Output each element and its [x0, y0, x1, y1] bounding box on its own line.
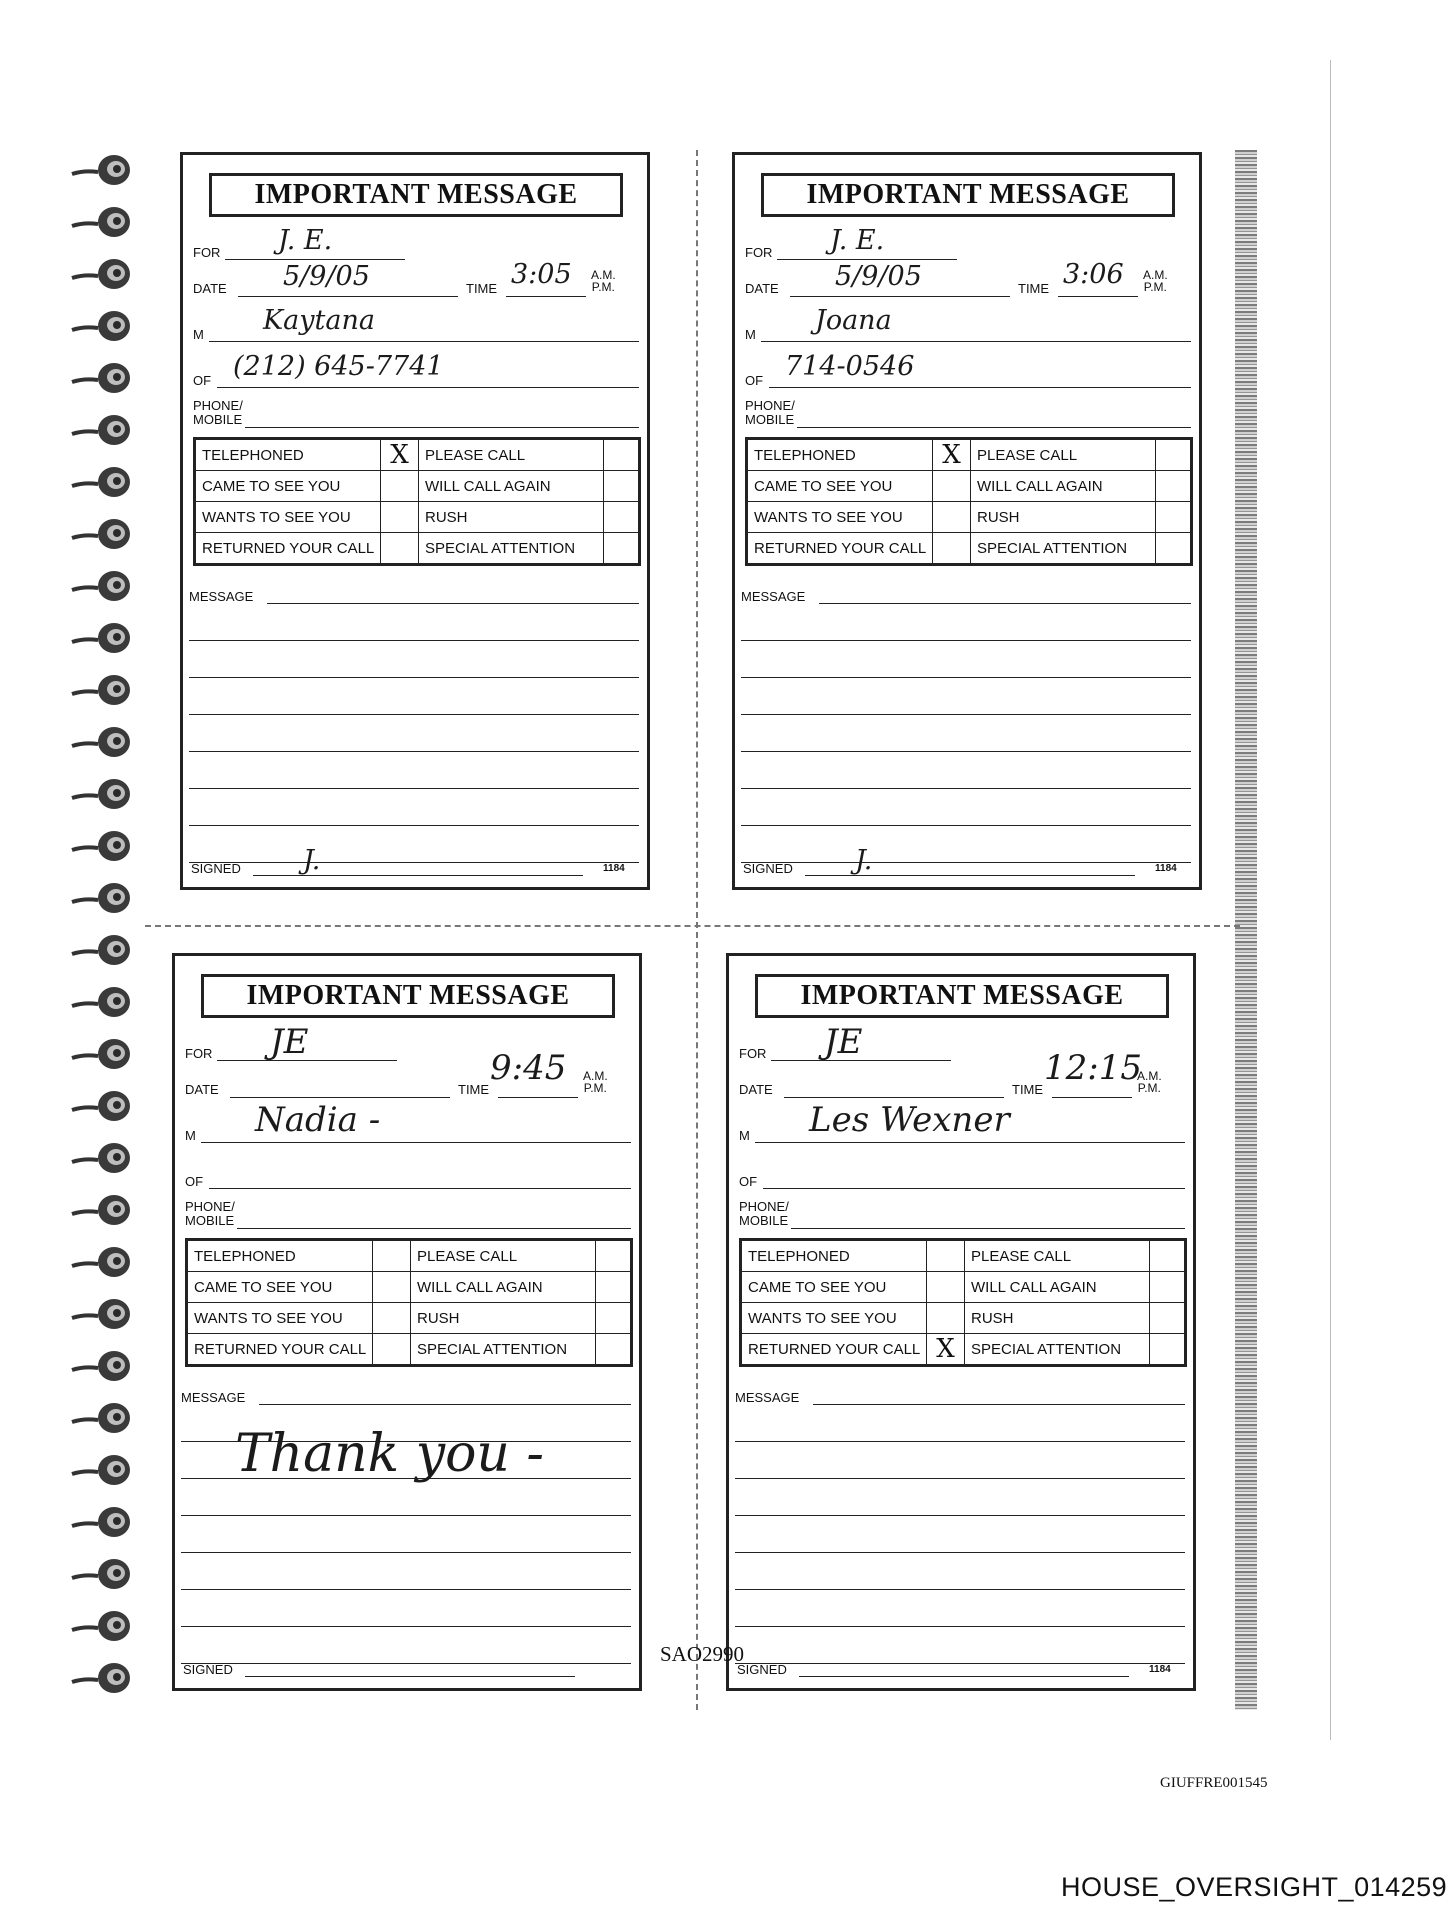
date-value: 5/9/05: [283, 261, 370, 292]
option-checkbox[interactable]: [927, 1241, 965, 1271]
m-label: M: [745, 327, 756, 342]
phone-label: PHONE/: [739, 1199, 789, 1214]
message-line: [741, 640, 1191, 641]
date-label: DATE: [185, 1082, 219, 1097]
spiral-ring: [70, 358, 134, 398]
message-line: [741, 862, 1191, 863]
m-value: Les Wexner: [809, 1100, 1010, 1140]
option-label: WANTS TO SEE YOU: [748, 502, 933, 532]
option-checkbox[interactable]: [1156, 502, 1190, 532]
option-label: WILL CALL AGAIN: [971, 471, 1156, 501]
message-line: [181, 1663, 631, 1664]
of-label: OF: [745, 373, 764, 388]
message-label: MESSAGE: [741, 589, 806, 604]
date-label: DATE: [193, 281, 227, 296]
option-label: WILL CALL AGAIN: [965, 1272, 1150, 1302]
option-label: RUSH: [411, 1303, 596, 1333]
checkbox-row: [188, 1241, 630, 1272]
option-label: WANTS TO SEE YOU: [196, 502, 381, 532]
message-line: [181, 1626, 631, 1627]
option-checkbox[interactable]: [381, 471, 419, 501]
perforation-vertical: [696, 150, 698, 1710]
checkbox-grid: [193, 437, 641, 566]
for-value: J. E.: [830, 225, 885, 256]
message-line: [741, 677, 1191, 678]
message-value: Thank you -: [235, 1424, 544, 1484]
spiral-ring: [70, 722, 134, 762]
message-line: [741, 751, 1191, 752]
pm-label: P.M.: [583, 1081, 607, 1095]
message-line: [181, 1589, 631, 1590]
phone-label: PHONE/: [185, 1199, 235, 1214]
m-label: M: [739, 1128, 750, 1143]
m-label: M: [185, 1128, 196, 1143]
option-checkbox[interactable]: [604, 471, 638, 501]
spiral-ring: [70, 1658, 134, 1698]
option-checkbox[interactable]: [927, 1272, 965, 1302]
mobile-label: MOBILE: [739, 1213, 789, 1228]
message-line: [741, 825, 1191, 826]
checkbox-row: [748, 533, 1190, 563]
spiral-ring: [70, 618, 134, 658]
checkbox-row: [188, 1272, 630, 1303]
checkbox-row: [742, 1334, 1184, 1364]
checkbox-row: [196, 533, 638, 563]
message-line: [189, 714, 639, 715]
spiral-ring: [70, 1450, 134, 1490]
page-edge-line: [1330, 60, 1331, 1740]
checkbox-row: [748, 471, 1190, 502]
option-checkbox[interactable]: [1156, 471, 1190, 501]
mobile-label: MOBILE: [193, 412, 243, 427]
option-label: SPECIAL ATTENTION: [419, 533, 604, 563]
message-line: [189, 825, 639, 826]
checkbox-row: [742, 1241, 1184, 1272]
of-label: OF: [193, 373, 212, 388]
spiral-ring: [70, 930, 134, 970]
m-label: M: [193, 327, 204, 342]
checkbox-row: [742, 1272, 1184, 1303]
option-checkbox[interactable]: [1150, 1241, 1184, 1271]
option-label: PLEASE CALL: [971, 440, 1156, 470]
spiral-ring: [70, 1034, 134, 1074]
perforation-horizontal: [145, 925, 1240, 927]
option-checkbox[interactable]: X: [927, 1334, 965, 1364]
mobile-label: MOBILE: [185, 1213, 235, 1228]
form-number: 1184: [603, 863, 625, 874]
time-label: TIME: [1012, 1082, 1044, 1097]
option-label: RETURNED YOUR CALL: [748, 533, 933, 563]
option-label: TELEPHONED: [196, 440, 381, 470]
checkbox-grid: [739, 1238, 1187, 1367]
spiral-ring: [70, 462, 134, 502]
option-checkbox[interactable]: [381, 533, 419, 563]
spiral-ring: [70, 878, 134, 918]
pm-label: P.M.: [1137, 1081, 1161, 1095]
checkbox-row: [742, 1303, 1184, 1334]
option-checkbox[interactable]: [933, 533, 971, 563]
m-value: Kaytana: [263, 305, 375, 336]
am-label: A.M.: [591, 268, 616, 282]
message-line: [741, 714, 1191, 715]
spiral-ring: [70, 670, 134, 710]
spiral-ring: [70, 826, 134, 866]
spiral-ring: [70, 1398, 134, 1438]
option-checkbox[interactable]: [1156, 533, 1190, 563]
checkbox-row: [188, 1334, 630, 1364]
spiral-ring: [70, 410, 134, 450]
checkbox-grid: [185, 1238, 633, 1367]
message-line: [735, 1441, 1185, 1442]
giuffre-bates-number: GIUFFRE001545: [1160, 1775, 1268, 1791]
spiral-ring: [70, 774, 134, 814]
spiral-ring: [70, 1242, 134, 1282]
message-line: [741, 788, 1191, 789]
option-checkbox[interactable]: [604, 533, 638, 563]
message-slip-2: [732, 152, 1202, 890]
signed-value: J.: [303, 845, 321, 876]
message-line: [189, 862, 639, 863]
message-label: MESSAGE: [735, 1390, 800, 1405]
for-value: JE: [824, 1022, 863, 1062]
message-slip-4: [726, 953, 1196, 1691]
for-label: FOR: [185, 1046, 213, 1061]
message-slip-1: [180, 152, 650, 890]
option-label: RETURNED YOUR CALL: [196, 533, 381, 563]
message-line: [735, 1589, 1185, 1590]
option-label: WANTS TO SEE YOU: [742, 1303, 927, 1333]
option-checkbox[interactable]: [373, 1334, 411, 1364]
option-checkbox[interactable]: [373, 1303, 411, 1333]
option-label: PLEASE CALL: [419, 440, 604, 470]
am-label: A.M.: [1143, 268, 1168, 282]
checkbox-row: [748, 440, 1190, 471]
spiral-ring: [70, 1606, 134, 1646]
slip-title: IMPORTANT MESSAGE: [201, 974, 615, 1018]
checkbox-grid: [745, 437, 1193, 566]
sao-number: SAO2990: [660, 1642, 745, 1666]
option-checkbox[interactable]: X: [933, 440, 971, 470]
option-checkbox[interactable]: X: [381, 440, 419, 470]
checkbox-row: [196, 471, 638, 502]
message-slip-3: [172, 953, 642, 1691]
time-label: TIME: [458, 1082, 490, 1097]
option-label: WILL CALL AGAIN: [419, 471, 604, 501]
option-checkbox[interactable]: [1150, 1334, 1184, 1364]
spiral-ring: [70, 1138, 134, 1178]
option-label: RUSH: [965, 1303, 1150, 1333]
of-label: OF: [739, 1174, 758, 1189]
phone-label: PHONE/: [193, 398, 243, 413]
spiral-ring: [70, 1294, 134, 1334]
option-label: WILL CALL AGAIN: [411, 1272, 596, 1302]
spiral-ring: [70, 150, 134, 190]
option-label: SPECIAL ATTENTION: [411, 1334, 596, 1364]
message-line: [735, 1626, 1185, 1627]
option-checkbox[interactable]: [596, 1241, 630, 1271]
am-label: A.M.: [583, 1069, 608, 1083]
message-line: [181, 1515, 631, 1516]
slip-title: IMPORTANT MESSAGE: [209, 173, 623, 217]
option-label: RETURNED YOUR CALL: [742, 1334, 927, 1364]
for-label: FOR: [739, 1046, 767, 1061]
pad-edge-shading: [1235, 150, 1257, 1710]
message-line: [735, 1663, 1185, 1664]
for-label: FOR: [745, 245, 773, 260]
spiral-ring: [70, 254, 134, 294]
date-label: DATE: [739, 1082, 773, 1097]
option-checkbox[interactable]: [1156, 440, 1190, 470]
time-value: 3:06: [1063, 259, 1124, 290]
option-checkbox[interactable]: [927, 1303, 965, 1333]
option-label: PLEASE CALL: [411, 1241, 596, 1271]
message-label: MESSAGE: [181, 1390, 246, 1405]
spiral-ring: [70, 1554, 134, 1594]
message-label: MESSAGE: [189, 589, 254, 604]
date-value: 5/9/05: [835, 261, 922, 292]
signed-label: SIGNED: [737, 1662, 787, 1677]
message-line: [735, 1515, 1185, 1516]
of-value: 714-0546: [785, 351, 915, 382]
option-checkbox[interactable]: [933, 502, 971, 532]
option-checkbox[interactable]: [1150, 1272, 1184, 1302]
option-label: CAME TO SEE YOU: [188, 1272, 373, 1302]
am-label: A.M.: [1137, 1069, 1162, 1083]
spiral-ring: [70, 566, 134, 606]
message-line: [189, 788, 639, 789]
of-label: OF: [185, 1174, 204, 1189]
option-label: WANTS TO SEE YOU: [188, 1303, 373, 1333]
pm-label: P.M.: [1143, 280, 1167, 294]
time-value: 9:45: [490, 1048, 567, 1088]
for-value: JE: [270, 1022, 309, 1062]
option-checkbox[interactable]: [604, 502, 638, 532]
m-value: Joana: [815, 305, 892, 336]
option-checkbox[interactable]: [373, 1272, 411, 1302]
for-value: J. E.: [278, 225, 333, 256]
option-label: CAME TO SEE YOU: [742, 1272, 927, 1302]
time-label: TIME: [1018, 281, 1050, 296]
message-line: [735, 1478, 1185, 1479]
option-checkbox[interactable]: [596, 1334, 630, 1364]
signed-label: SIGNED: [743, 861, 793, 876]
option-checkbox[interactable]: [596, 1303, 630, 1333]
slip-title: IMPORTANT MESSAGE: [755, 974, 1169, 1018]
spiral-ring: [70, 306, 134, 346]
option-label: CAME TO SEE YOU: [748, 471, 933, 501]
time-value: 3:05: [511, 259, 572, 290]
spiral-ring: [70, 1502, 134, 1542]
signed-label: SIGNED: [183, 1662, 233, 1677]
signed-label: SIGNED: [191, 861, 241, 876]
checkbox-row: [188, 1303, 630, 1334]
spiral-ring: [70, 1190, 134, 1230]
date-label: DATE: [745, 281, 779, 296]
form-number: 1184: [1155, 863, 1177, 874]
form-number: 1184: [1149, 1664, 1171, 1675]
option-label: RUSH: [419, 502, 604, 532]
spiral-ring: [70, 202, 134, 242]
time-value: 12:15: [1044, 1048, 1142, 1088]
for-label: FOR: [193, 245, 221, 260]
spiral-ring: [70, 514, 134, 554]
message-line: [189, 677, 639, 678]
spiral-ring: [70, 1086, 134, 1126]
option-label: TELEPHONED: [748, 440, 933, 470]
option-label: TELEPHONED: [188, 1241, 373, 1271]
option-label: RUSH: [971, 502, 1156, 532]
pm-label: P.M.: [591, 280, 615, 294]
checkbox-row: [196, 440, 638, 471]
option-label: SPECIAL ATTENTION: [965, 1334, 1150, 1364]
option-label: RETURNED YOUR CALL: [188, 1334, 373, 1364]
spiral-ring: [70, 982, 134, 1022]
message-line: [181, 1552, 631, 1553]
phone-label: PHONE/: [745, 398, 795, 413]
m-value: Nadia -: [255, 1100, 381, 1140]
checkbox-row: [748, 502, 1190, 533]
spiral-binding: [70, 150, 140, 1710]
option-checkbox[interactable]: [933, 471, 971, 501]
option-checkbox[interactable]: [1150, 1303, 1184, 1333]
spiral-ring: [70, 1346, 134, 1386]
signed-value: J.: [855, 845, 873, 876]
house-oversight-bates-number: HOUSE_OVERSIGHT_014259: [1061, 1872, 1448, 1902]
option-label: SPECIAL ATTENTION: [971, 533, 1156, 563]
option-checkbox[interactable]: [596, 1272, 630, 1302]
message-line: [189, 640, 639, 641]
option-label: TELEPHONED: [742, 1241, 927, 1271]
time-label: TIME: [466, 281, 498, 296]
option-label: CAME TO SEE YOU: [196, 471, 381, 501]
option-checkbox[interactable]: [381, 502, 419, 532]
mobile-label: MOBILE: [745, 412, 795, 427]
option-checkbox[interactable]: [373, 1241, 411, 1271]
slip-title: IMPORTANT MESSAGE: [761, 173, 1175, 217]
option-label: PLEASE CALL: [965, 1241, 1150, 1271]
option-checkbox[interactable]: [604, 440, 638, 470]
message-line: [735, 1552, 1185, 1553]
checkbox-row: [196, 502, 638, 533]
message-line: [189, 751, 639, 752]
of-value: (212) 645-7741: [233, 351, 444, 382]
